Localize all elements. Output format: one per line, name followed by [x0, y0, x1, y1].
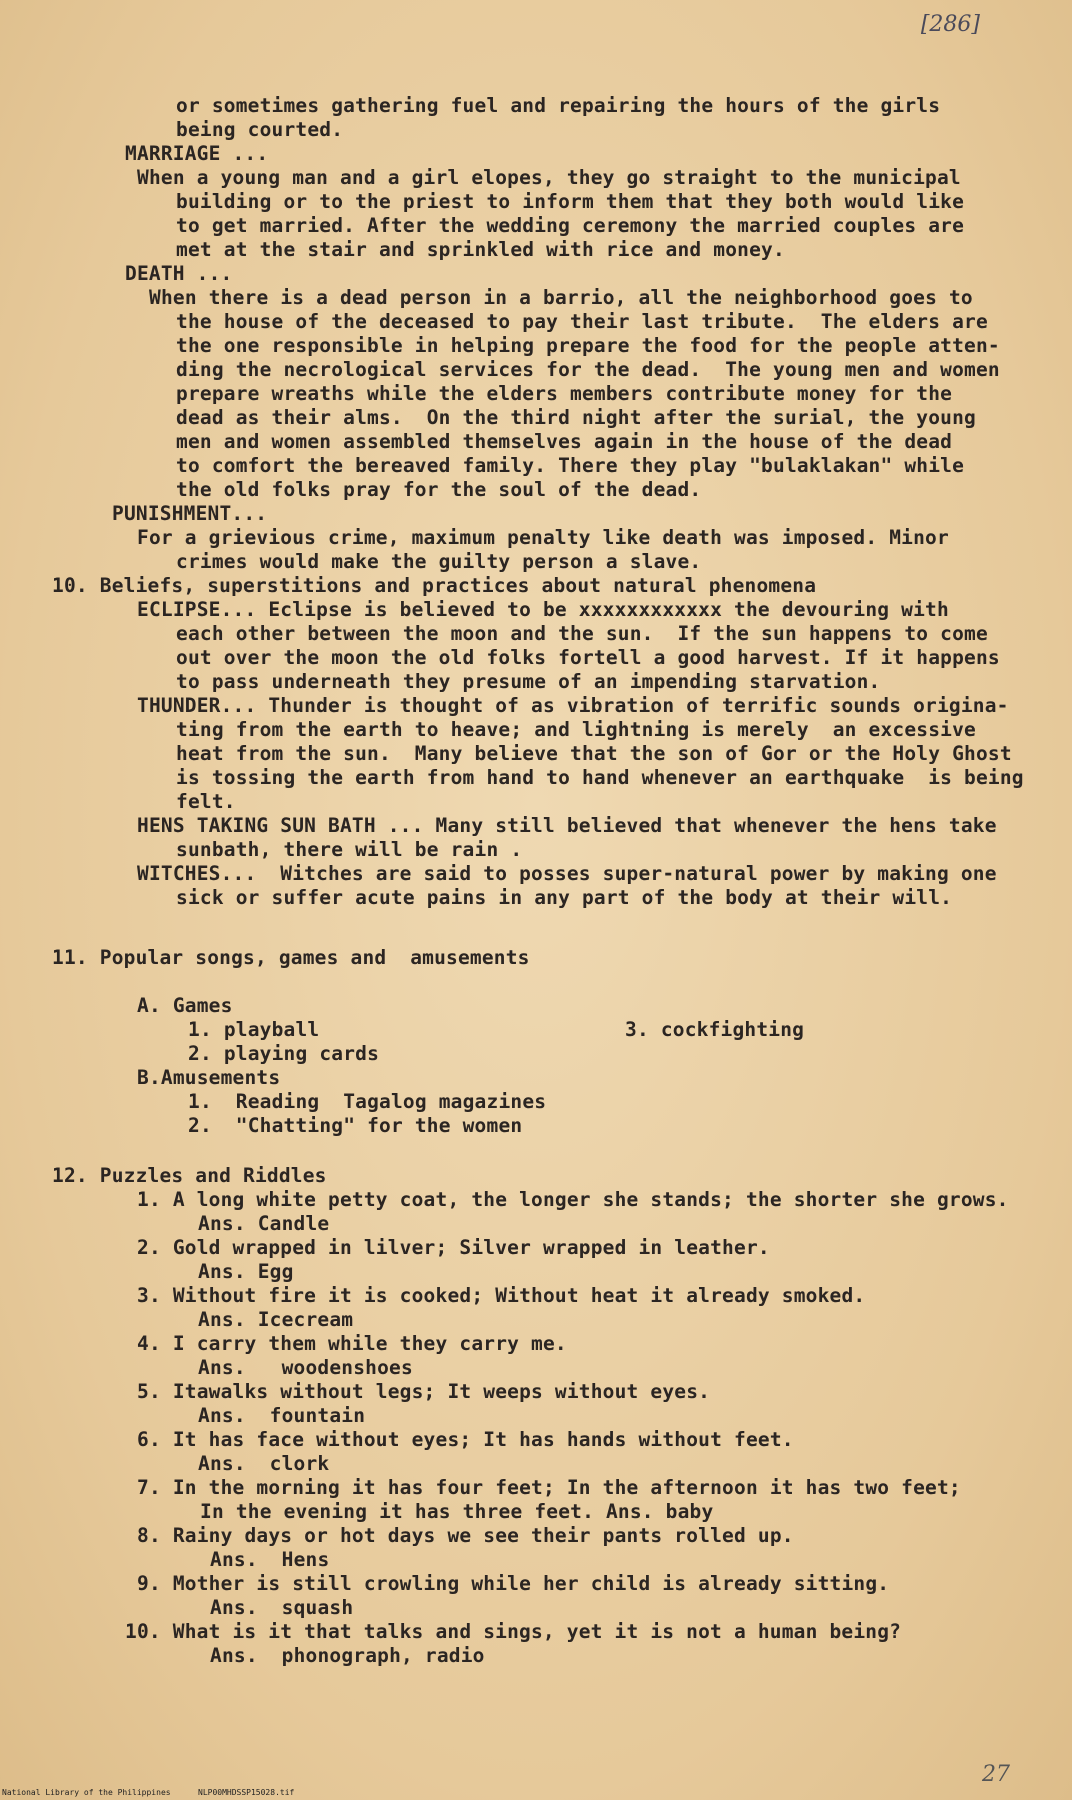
riddle-answer: Ans. Candle	[198, 1212, 330, 1235]
text-line: sunbath, there will be rain .	[176, 838, 523, 861]
footer-source: National Library of the Philippines	[2, 1788, 171, 1797]
handwritten-initials: 27	[982, 1762, 1010, 1787]
text-line: ding the necrological services for the dead. The young men and women	[176, 358, 1000, 381]
riddle-item: 3. Without fire it is cooked; Without heat it already smoked.	[137, 1284, 866, 1307]
riddle-item: 7. In the morning it has four feet; In the afternoon it has two feet;	[137, 1476, 961, 1499]
text-line: ECLIPSE... Eclipse is believed to be xxxxxxxxxxxx the devouring with	[137, 598, 949, 621]
text-line: met at the stair and sprinkled with rice and money.	[176, 238, 785, 261]
riddle-item: 8. Rainy days or hot days we see their pants rolled up.	[137, 1524, 794, 1547]
text-line: each other between the moon and the sun. If the sun happens to come	[176, 622, 988, 645]
text-line: to pass underneath they presume of an impending starvation.	[176, 670, 881, 693]
list-item: 3. cockfighting	[625, 1018, 805, 1041]
text-line: the house of the deceased to pay their last tribute. The elders are	[176, 310, 988, 333]
text-line: the one responsible in helping prepare the food for the people atten-	[176, 334, 1000, 357]
text-line: or sometimes gathering fuel and repairing the hours of the girls	[176, 94, 941, 117]
list-item: 1. Reading Tagalog magazines	[188, 1090, 547, 1113]
list-item: 2. "Chatting" for the women	[188, 1114, 523, 1137]
riddle-item: 1. A long white petty coat, the longer she stands; the shorter she grows.	[137, 1188, 1009, 1211]
riddle-answer: Ans. Hens	[210, 1548, 330, 1571]
page-number: [286]	[920, 12, 980, 37]
riddle-item-continued: In the evening it has three feet. Ans. baby	[200, 1500, 714, 1523]
riddle-answer: Ans. Icecream	[198, 1308, 354, 1331]
text-line: THUNDER... Thunder is thought of as vibration of terrific sounds origina-	[137, 694, 1009, 717]
footer-filename: NLP00MHDSSP15028.tif	[198, 1788, 295, 1797]
riddle-item: 4. I carry them while they carry me.	[137, 1332, 567, 1355]
text-line: sick or suffer acute pains in any part of the body at their will.	[176, 886, 953, 909]
riddle-item: 2. Gold wrapped in lilver; Silver wrapped in leather.	[137, 1236, 770, 1259]
riddle-item: 10. What is it that talks and sings, yet it is not a human being?	[125, 1620, 902, 1643]
text-line: prepare wreaths while the elders members contribute money for the	[176, 382, 953, 405]
text-line: felt.	[176, 790, 236, 813]
text-line: ting from the earth to heave; and lightning is merely an excessive	[176, 718, 976, 741]
text-line: is tossing the earth from hand to hand whenever an earthquake is being	[176, 766, 1024, 789]
text-line: dead as their alms. On the third night after the surial, the young	[176, 406, 976, 429]
section-heading-songs-games: 11. Popular songs, games and amusements	[52, 946, 530, 969]
section-heading-death: DEATH ...	[125, 262, 233, 285]
riddle-answer: Ans. Egg	[198, 1260, 294, 1283]
text-line: When there is a dead person in a barrio, all the neighborhood goes to	[149, 286, 973, 309]
subheading-games: A. Games	[137, 994, 233, 1017]
text-line: When a young man and a girl elopes, they go straight to the municipal	[137, 166, 961, 189]
text-line: crimes would make the guilty person a slave.	[176, 550, 702, 573]
text-line: out over the moon the old folks fortell a good harvest. If it happens	[176, 646, 1000, 669]
section-heading-marriage: MARRIAGE ...	[125, 142, 269, 165]
text-line: HENS TAKING SUN BATH ... Many still believed that whenever the hens take	[137, 814, 997, 837]
riddle-item: 6. It has face without eyes; It has hands without feet.	[137, 1428, 794, 1451]
riddle-answer: Ans. squash	[210, 1596, 354, 1619]
text-line: being courted.	[176, 118, 344, 141]
text-line: the old folks pray for the soul of the dead.	[176, 478, 702, 501]
section-heading-riddles: 12. Puzzles and Riddles	[52, 1164, 327, 1187]
riddle-answer: Ans. clork	[198, 1452, 330, 1475]
list-item: 1. playball	[188, 1018, 320, 1041]
list-item: 2. playing cards	[188, 1042, 380, 1065]
riddle-answer: Ans. woodenshoes	[198, 1356, 413, 1379]
riddle-answer: Ans. fountain	[198, 1404, 366, 1427]
text-line: building or to the priest to inform them that they both would like	[176, 190, 965, 213]
riddle-item: 5. Itawalks without legs; It weeps without eyes.	[137, 1380, 711, 1403]
subheading-amusements: B.Amusements	[137, 1066, 281, 1089]
text-line: men and women assembled themselves again in the house of the dead	[176, 430, 953, 453]
text-line: to get married. After the wedding ceremony the married couples are	[176, 214, 965, 237]
section-heading-punishment: PUNISHMENT...	[112, 502, 268, 525]
text-line: WITCHES... Witches are said to posses super-natural power by making one	[137, 862, 997, 885]
section-heading-beliefs: 10. Beliefs, superstitions and practices about natural phenomena	[52, 574, 817, 597]
text-line: to comfort the bereaved family. There they play "bulaklakan" while	[176, 454, 965, 477]
text-line: For a grievious crime, maximum penalty like death was imposed. Minor	[137, 526, 949, 549]
text-line: heat from the sun. Many believe that the son of Gor or the Holy Ghost	[176, 742, 1012, 765]
riddle-answer: Ans. phonograph, radio	[210, 1644, 485, 1667]
riddle-item: 9. Mother is still crowling while her child is already sitting.	[137, 1572, 890, 1595]
